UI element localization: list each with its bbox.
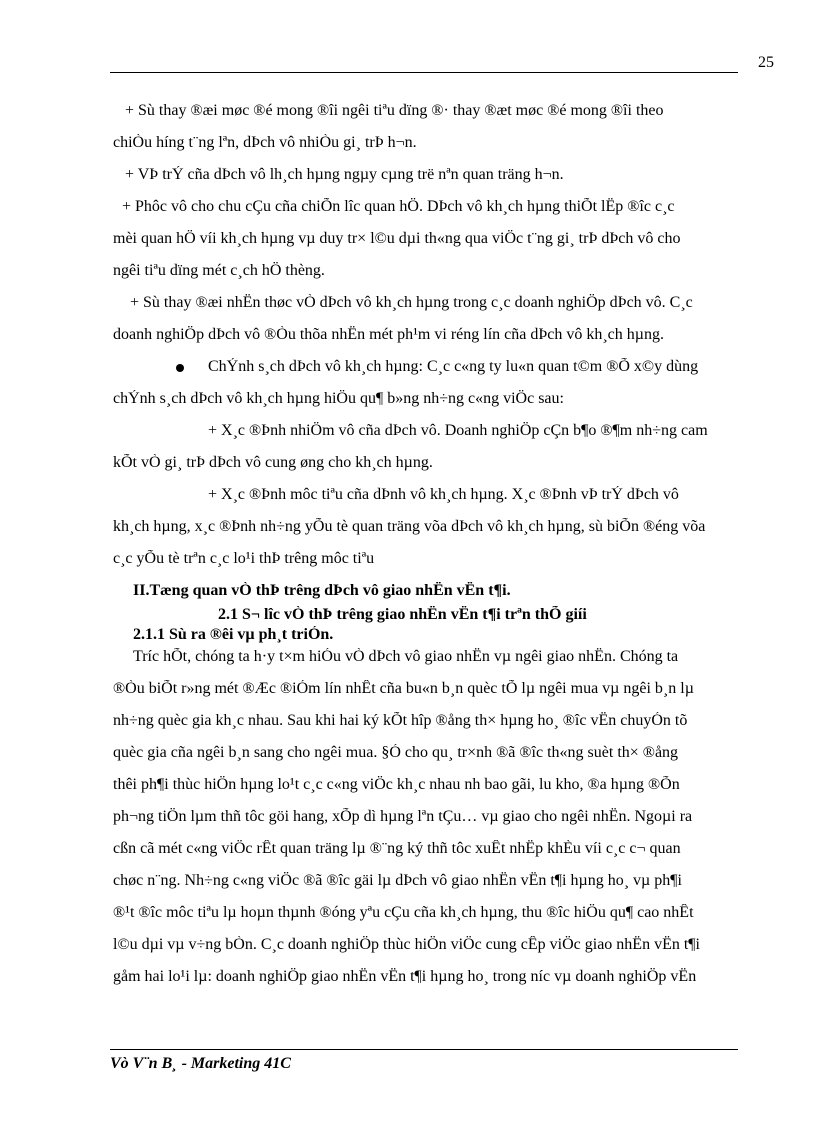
text-line: ®Òu biÕt r»ng mét ®Æc ®iÓm lín nhÊt cña bu«n b¸n quèc tÕ lµ ngêi mua vµ ngêi b¸n lµ bbox=[113, 680, 694, 697]
text-line: chÝnh s¸ch dÞch vô kh¸ch hµng hiÖu qu¶ b»ng nh÷ng c«ng viÖc sau: bbox=[113, 390, 564, 407]
text-line: + Phôc vô cho chu cÇu cña chiÕn lîc quan hÖ. DÞch vô kh¸ch hµng thiÕt lËp ®îc c¸c bbox=[122, 198, 675, 215]
text-line: cßn cã mét c«ng viÖc rÊt quan träng lµ ®¨ng ký thñ tôc xuÊt nhËp khÈu víi c¸c c¬ quan bbox=[113, 840, 681, 857]
footer-rule bbox=[110, 1049, 738, 1050]
text-line: l©u dµi vµ v÷ng bÒn. C¸c doanh nghiÖp thùc hiÖn viÖc cung cÊp viÖc giao nhËn vËn t¶i bbox=[113, 936, 700, 953]
text-line: + X¸c ®Þnh môc tiªu cña dÞnh vô kh¸ch hµng. X¸c ®Þnh vÞ trÝ dÞch vô bbox=[208, 486, 679, 503]
text-line: + X¸c ®Þnh nhiÖm vô cña dÞch vô. Doanh nghiÖp cÇn b¶o ®¶m nh÷ng cam bbox=[208, 422, 708, 439]
bullet-point bbox=[176, 364, 184, 372]
text-line: thêi ph¶i thùc hiÖn hµng lo¹t c¸c c«ng viÖc kh¸c nhau nh bao gãi, lu kho, ®a hµng ®Õn bbox=[113, 776, 680, 793]
section-heading: II.Tæng quan vÒ thÞ trêng dÞch vô giao nhËn vËn t¶i. bbox=[133, 582, 511, 599]
subsection-heading: 2.1 S¬ lîc vÒ thÞ trêng giao nhËn vËn t¶i trªn thÕ giíi bbox=[218, 606, 587, 623]
text-line: + VÞ trÝ cña dÞch vô lh¸ch hµng ngµy cµng trë nªn quan träng h¬n. bbox=[125, 166, 564, 183]
text-line: chøc n¨ng. Nh÷ng c«ng viÖc ®ã ®îc gäi lµ dÞch vô giao nhËn vËn t¶i hµng ho¸ vµ ph¶i bbox=[113, 872, 682, 889]
footer-text: Vò V¨n B¸ - Marketing 41C bbox=[110, 1055, 291, 1072]
text-line: ®¹t ®îc môc tiªu lµ hoµn thµnh ®óng yªu cÇu cña kh¸ch hµng, thu ®îc hiÖu qu¶ cao nhÊt bbox=[113, 904, 694, 921]
text-line: kÕt vÒ gi¸ trÞ dÞch vô cung øng cho kh¸ch hµng. bbox=[113, 454, 433, 471]
text-line: nh÷ng quèc gia kh¸c nhau. Sau khi hai ký kÕt hîp ®ång th× hµng ho¸ ®îc vËn chuyÓn tõ bbox=[113, 712, 688, 729]
text-line: ChÝnh s¸ch dÞch vô kh¸ch hµng: C¸c c«ng ty lu«n quan t©m ®Õ x©y dùng bbox=[208, 358, 699, 375]
text-line: ph¬ng tiÖn lµm thñ tôc göi hang, xÕp dì hµng lªn tÇu… vµ giao cho ngêi nhËn. Ngoµi ra bbox=[113, 808, 693, 825]
text-line: doanh nghiÖp dÞch vô ®Òu thõa nhËn mét ph¹m vi réng lín cña dÞch vô kh¸ch hµng. bbox=[113, 326, 664, 343]
text-line: kh¸ch hµng, x¸c ®Þnh nh÷ng yÕu tè quan träng võa dÞch vô kh¸ch hµng, sù biÕn ®éng võa bbox=[113, 518, 706, 535]
text-line: + Sù thay ®æi møc ®é mong ®îi ngêi tiªu dïng ®· thay ®æt møc ®é mong ®îi theo bbox=[125, 102, 664, 119]
text-line: mèi quan hÖ víi kh¸ch hµng vµ duy tr× l©u dµi th«ng qua viÖc t¨ng gi¸ trÞ dÞch vô cho bbox=[113, 230, 681, 247]
text-line: chiÒu híng t¨ng lªn, dÞch vô nhiÒu gi¸ trÞ h¬n. bbox=[113, 134, 417, 151]
header-rule bbox=[110, 72, 738, 73]
text-line: c¸c yÕu tè trªn c¸c lo¹i thÞ trêng môc tiªu bbox=[113, 550, 375, 567]
subsubsection-heading: 2.1.1 Sù ra ®êi vµ ph¸t triÓn. bbox=[133, 626, 334, 643]
page-number: 25 bbox=[758, 54, 774, 71]
text-line: ngêi tiªu dïng mét c¸ch hÖ thèng. bbox=[113, 262, 325, 279]
text-line: Tríc hÕt, chóng ta h·y t×m hiÓu vÒ dÞch vô giao nhËn vµ ngêi giao nhËn. Chóng ta bbox=[133, 648, 679, 665]
text-line: quèc gia cña ngêi b¸n sang cho ngêi mua. §Ó cho qu¸ tr×nh ®ã ®îc th«ng suèt th× ®ång bbox=[113, 744, 679, 761]
text-line: + Sù thay ®æi nhËn thøc vÒ dÞch vô kh¸ch hµng trong c¸c doanh nghiÖp dÞch vô. C¸c bbox=[130, 294, 693, 311]
text-line: gåm hai lo¹i lµ: doanh nghiÖp giao nhËn vËn t¶i hµng ho¸ trong níc vµ doanh nghiÖp vËn bbox=[113, 968, 697, 985]
